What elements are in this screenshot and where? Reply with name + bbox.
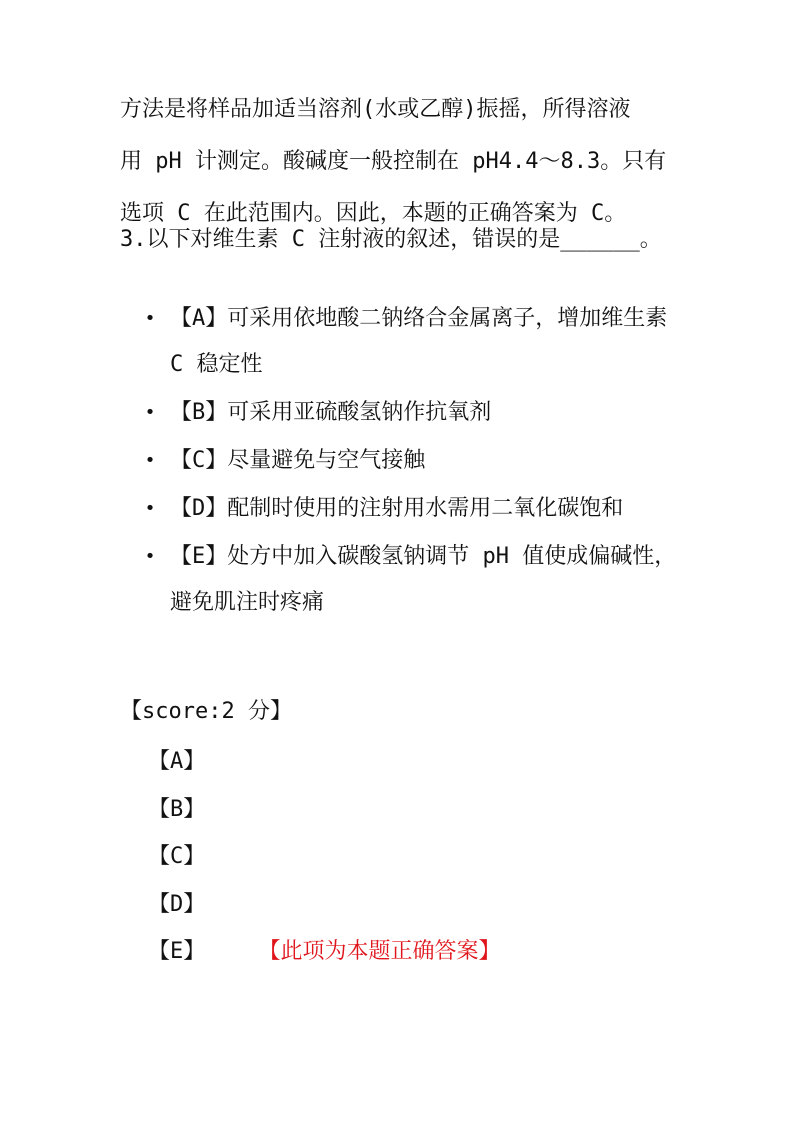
bullet-icon: • bbox=[144, 546, 156, 567]
answer-item-e bbox=[148, 928, 501, 976]
option-text: 【C】尽量避免与空气接触 bbox=[170, 448, 426, 473]
options-list bbox=[140, 296, 680, 628]
explanation-line: 方法是将样品加适当溶剂(水或乙醇)振摇，所得溶液 bbox=[120, 97, 631, 122]
answer-list bbox=[148, 738, 501, 976]
answer-item-b bbox=[148, 786, 501, 834]
answer-item-a bbox=[148, 738, 501, 786]
option-text: 【E】处方中加入碳酸氢钠调节 pH 值使成偏碱性，避免肌注时疼痛 bbox=[170, 544, 677, 615]
option-d bbox=[140, 486, 680, 532]
answer-label: 【C】 bbox=[148, 844, 206, 869]
bullet-icon: • bbox=[144, 308, 156, 329]
option-e bbox=[140, 534, 680, 626]
question-text: 3.以下对维生素 C 注射液的叙述，错误的是______。 bbox=[120, 227, 662, 252]
answer-label: 【A】 bbox=[148, 749, 206, 774]
answer-label: 【D】 bbox=[148, 891, 206, 917]
option-c bbox=[140, 438, 680, 484]
answer-label: 【E】 bbox=[148, 939, 206, 964]
option-b bbox=[140, 390, 680, 436]
bullet-icon: • bbox=[144, 498, 156, 519]
option-text: 【B】可采用亚硫酸氢钠作抗氧剂 bbox=[170, 400, 492, 425]
option-a bbox=[140, 296, 680, 388]
score-label: 【score:2 分】 bbox=[120, 699, 292, 724]
bullet-icon: • bbox=[144, 450, 156, 471]
explanation-line: 选项 C 在此范围内。因此，本题的正确答案为 C。 bbox=[120, 201, 627, 226]
answer-item-d bbox=[148, 881, 501, 929]
bullet-icon: • bbox=[144, 402, 156, 423]
option-text: 【D】配制时使用的注射用水需用二氧化碳饱和 bbox=[170, 496, 624, 521]
answer-label: 【B】 bbox=[148, 796, 206, 822]
option-text: 【A】可采用依地酸二钠络合金属离子，增加维生素 C 稳定性 bbox=[170, 306, 668, 377]
answer-item-c bbox=[148, 833, 501, 881]
correct-answer-marker: 【此项为本题正确答案】 bbox=[258, 939, 501, 964]
explanation-line: 用 pH 计测定。酸碱度一般控制在 pH4.4～8.3。只有 bbox=[120, 149, 667, 174]
